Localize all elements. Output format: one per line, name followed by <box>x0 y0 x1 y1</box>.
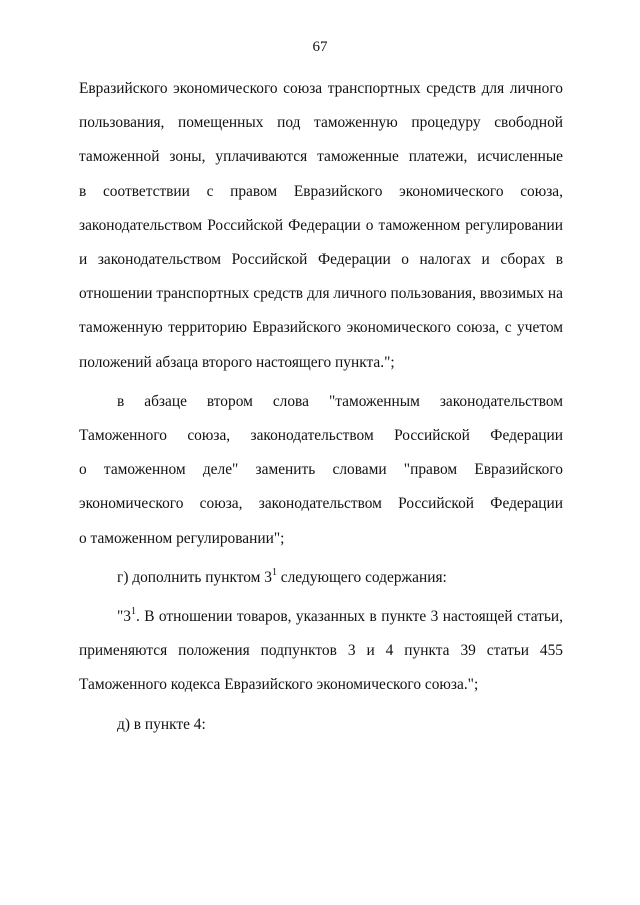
text-line: Таможенного кодекса Евразийского экономического союза."; <box>79 676 479 694</box>
text-line: экономического союза, законодательством Российской Федерации <box>79 495 563 513</box>
text-line: о таможенном регулировании"; <box>79 529 285 547</box>
text-line <box>79 561 563 595</box>
text-line: Таможенного союза, законодательством Российской Федерации <box>79 427 563 445</box>
item-g-text-end: следующего содержания: <box>276 568 447 586</box>
text-line: таможенную территорию Евразийского экономического союза, с учетом <box>79 319 563 337</box>
text-line: законодательством Российской Федерации о таможенном регулировании <box>79 216 563 234</box>
superscript: 1 <box>130 605 136 617</box>
text-line: положений абзаца второго настоящего пункта."; <box>79 353 395 371</box>
paragraph-abzac-amendment <box>79 385 563 556</box>
text-line: и законодательством Российской Федерации о налогах и сборах в <box>79 251 563 269</box>
point-number: "3 <box>117 608 131 626</box>
paragraph-item-g <box>79 561 563 595</box>
paragraph-point-3-1 <box>79 600 563 703</box>
point-text: . В отношении товаров, указанных в пункте 3 настоящей статьи, <box>135 608 563 626</box>
paragraph-continuation <box>79 72 563 380</box>
text-line: Евразийского экономического союза транспортных средств для личного <box>79 80 563 97</box>
text-line: в абзаце втором слова "таможенным законодательством <box>117 392 563 410</box>
text-line: применяются положения подпунктов 3 и 4 пункта 39 статьи 455 <box>79 642 563 660</box>
text-line: д) в пункте 4: <box>117 715 206 733</box>
text-line: таможенной зоны, уплачиваются таможенные платежи, исчисленные <box>79 148 563 166</box>
item-g-text: г) дополнить пунктом 3 <box>117 568 272 586</box>
text-line: о таможенном деле" заменить словами "правом Евразийского <box>79 461 563 479</box>
text-line: пользования, помещенных под таможенную процедуру свободной <box>79 114 563 132</box>
text-line: отношении транспортных средств для личного пользования, ввозимых на <box>79 285 563 303</box>
document-body <box>79 72 563 742</box>
paragraph-item-d <box>79 708 563 742</box>
text-line: в соответствии с правом Евразийского экономического союза, <box>79 182 563 200</box>
page-number: 67 <box>312 39 328 55</box>
text-line <box>79 600 563 634</box>
superscript: 1 <box>271 566 277 578</box>
